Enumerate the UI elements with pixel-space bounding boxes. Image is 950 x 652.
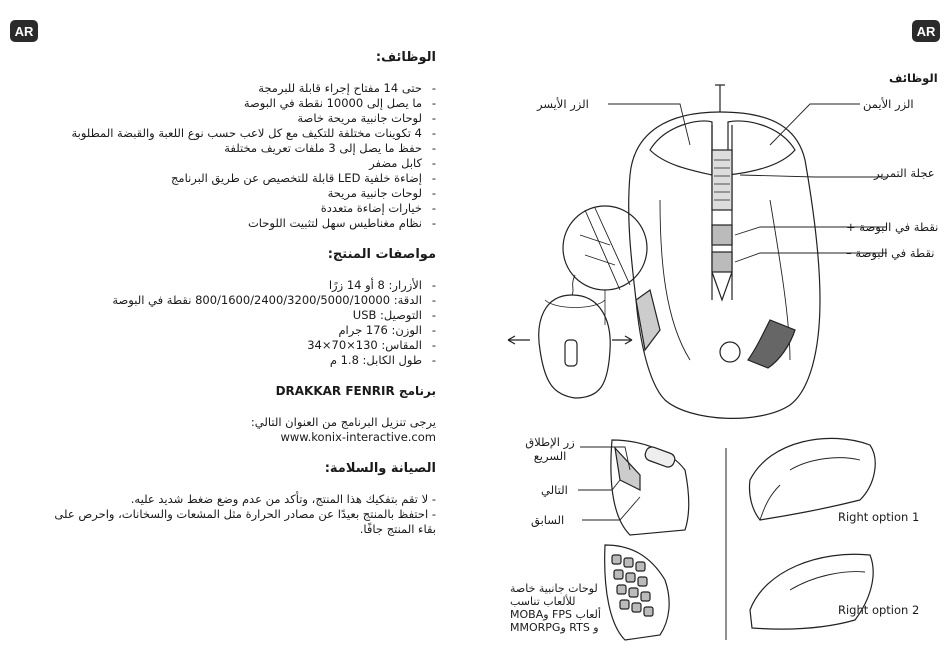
right-option-1-label: Right option 1 [838,510,920,524]
software-text: يرجى تنزيل البرنامج من العنوان التالي: [250,415,436,429]
list-item: - خيارات إضاءة متعددة [50,201,436,216]
right-button-label: الزر الأيمن [863,97,914,111]
side-panels-label: لوحات جانبية خاصة للألعاب تناسب ألعاب FPS وMOBA و RTS وMMORPG [510,582,601,634]
mouse-bottom-view [508,275,632,398]
dpi-minus-label: نقطة في البوصة – [846,246,935,260]
mouse-top-view [629,85,820,418]
list-item: - حفظ ما يصل إلى 3 ملفات تعريف مختلفة [50,141,436,156]
list-item: - لوحات جانبية مريحة خاصة [50,111,436,126]
previous-label: السابق [531,513,565,527]
list-item: - حتى 14 مفتاح إجراء قابلة للبرمجة [50,81,436,96]
list-item: - التوصيل: USB [50,308,436,323]
language-badge: AR [10,20,38,42]
specs-title: مواصفات المنتج: [327,247,436,262]
software-url[interactable]: www.konix-interactive.com [280,430,436,444]
list-item: - 4 تكوينات مختلفة للتكيف مع كل لاعب حسب نوع اللعبة والقبضة المطلوبة [50,126,436,141]
list-item: - كابل مضفر [50,156,436,171]
list-item: - نظام مغناطيس سهل لتثبيت اللوحات [50,216,436,231]
quick-fire-label: زر الإطلاق السريع [525,435,575,463]
safety-title: الصيانة والسلامة: [324,461,436,476]
functions-label: الوظائف [889,71,938,85]
right-option-2-panel [750,554,873,629]
list-item: - الوزن: 176 جرام [50,323,436,338]
safety-line: - لا تقم بتفكيك هذا المنتج، وتأكد من عدم وضع ضغط شديد عليه. [130,492,436,506]
side-panel-buttons [605,545,669,640]
list-item: - طول الكابل: 1.8 م [50,353,436,368]
dpi-plus-label: نقطة في البوصة + [846,220,939,234]
list-item: - الدقة: 800/1600/2400/3200/5000/10000 نقطة في البوصة [50,293,436,308]
features-title: الوظائف: [375,50,436,65]
scroll-wheel-label: عجلة التمرير [874,166,935,180]
software-title: برنامج DRAKKAR FENRIR [275,384,436,398]
list-item: - إضاءة خلفية LED قابلة للتخصيص عن طريق البرنامج [50,171,436,186]
right-option-2-label: Right option 2 [838,603,920,617]
list-item: - الأزرار: 8 أو 14 زرًا [50,278,436,293]
next-label: التالي [541,483,568,497]
side-panel-view [611,440,689,535]
list-item: - المقاس: 130×70×34 [50,338,436,353]
left-button-label: الزر الأيسر [537,97,589,111]
safety-line: - احتفظ بالمنتج بعيدًا عن مصادر الحرارة مثل المشعات والسخانات، واحرص على بقاء المنتج جافًا. [54,507,436,536]
right-option-1-panel [749,438,875,520]
language-badge: AR [912,20,940,42]
list-item: - لوحات جانبية مريحة [50,186,436,201]
list-item: - ما يصل إلى 10000 نقطة في البوصة [50,96,436,111]
